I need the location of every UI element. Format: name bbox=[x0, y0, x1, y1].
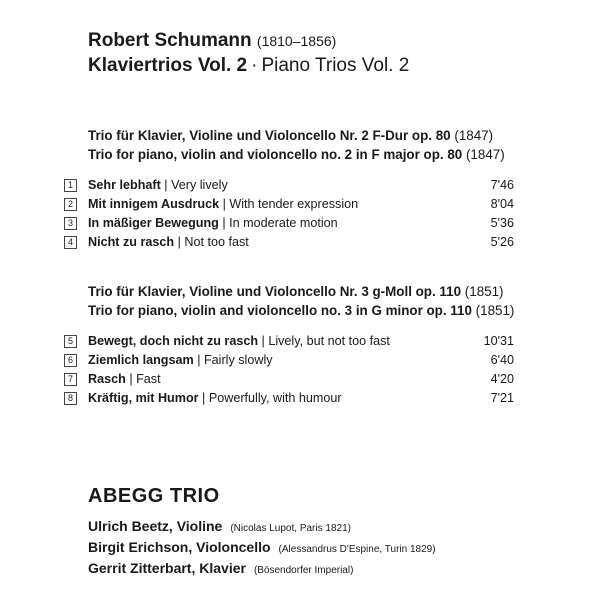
track-number: 4 bbox=[64, 236, 77, 249]
track-title-en: Powerfully, with humour bbox=[208, 391, 342, 405]
track-divider: | bbox=[202, 391, 206, 405]
work-heading-de: Trio für Klavier, Violine und Violoncello Nr. 3 g-Moll op. 110 (1851) bbox=[88, 284, 504, 299]
track-title-de: In mäßiger Bewegung bbox=[88, 216, 219, 230]
track-row bbox=[64, 351, 514, 369]
track-title-de: Sehr lebhaft bbox=[88, 178, 161, 192]
track-duration: 4'20 bbox=[490, 372, 514, 386]
track-row bbox=[64, 176, 514, 194]
composer-name: Robert Schumann bbox=[88, 30, 252, 51]
track-divider: | bbox=[197, 353, 201, 367]
track-title-en: Not too fast bbox=[184, 235, 249, 249]
track-number: 1 bbox=[64, 179, 77, 192]
musician-row bbox=[88, 516, 351, 539]
track-title-en: Fairly slowly bbox=[203, 353, 273, 367]
work-heading-en: Trio for piano, violin and violoncello no. 2 in F major op. 80 (1847) bbox=[88, 147, 505, 162]
musician-name: Ulrich Beetz, Violine bbox=[88, 518, 223, 534]
track-divider: | bbox=[164, 178, 168, 192]
track-divider: | bbox=[222, 216, 226, 230]
track-title-en: Very lively bbox=[171, 178, 228, 192]
track-number: 7 bbox=[64, 373, 77, 386]
work-year: (1851) bbox=[475, 303, 515, 318]
musician-instrument: (Alessandrus D'Espine, Turin 1829) bbox=[278, 544, 436, 555]
track-title-de: Nicht zu rasch bbox=[88, 235, 175, 249]
track-divider: | bbox=[222, 197, 226, 211]
track-title-de: Mit innigem Ausdruck bbox=[88, 197, 220, 211]
track-duration: 5'26 bbox=[490, 235, 514, 249]
track-duration: 7'46 bbox=[490, 178, 514, 192]
work-year: (1847) bbox=[454, 128, 494, 143]
track-title-de: Bewegt, doch nicht zu rasch bbox=[88, 334, 259, 348]
track-divider: | bbox=[129, 372, 133, 386]
track-duration: 6'40 bbox=[490, 353, 514, 367]
track-divider: | bbox=[261, 334, 265, 348]
track-title-de: Kräftig, mit Humor bbox=[88, 391, 199, 405]
track-row bbox=[64, 233, 514, 251]
track-title-en: With tender expression bbox=[229, 197, 359, 211]
track-title-en: Fast bbox=[136, 372, 161, 386]
musician-name: Birgit Erichson, Violoncello bbox=[88, 539, 271, 555]
track-duration: 7'21 bbox=[490, 391, 514, 405]
track-duration: 5'36 bbox=[490, 216, 514, 230]
work-year: (1847) bbox=[465, 147, 505, 162]
track-row bbox=[64, 195, 514, 213]
track-duration: 8'04 bbox=[490, 197, 514, 211]
musician-row bbox=[88, 558, 353, 581]
track-number: 5 bbox=[64, 335, 77, 348]
track-row bbox=[64, 332, 514, 350]
musician-name: Gerrit Zitterbart, Klavier bbox=[88, 560, 246, 576]
musician-instrument: (Nicolas Lupot, Paris 1821) bbox=[230, 523, 351, 534]
ensemble-name: ABEGG TRIO bbox=[88, 485, 220, 507]
track-title-en: In moderate motion bbox=[229, 216, 338, 230]
musician-row bbox=[88, 537, 436, 560]
track-title-en: Lively, but not too fast bbox=[268, 334, 390, 348]
track-duration: 10'31 bbox=[483, 334, 514, 348]
composer-line bbox=[88, 30, 336, 52]
track-number: 6 bbox=[64, 354, 77, 367]
track-number: 8 bbox=[64, 392, 77, 405]
track-row bbox=[64, 370, 514, 388]
track-title-de: Ziemlich langsam bbox=[88, 353, 194, 367]
title-separator: · bbox=[251, 55, 258, 76]
composer-dates: (1810–1856) bbox=[256, 33, 337, 49]
work-heading-de: Trio für Klavier, Violine und Violoncello Nr. 2 F-Dur op. 80 (1847) bbox=[88, 128, 494, 143]
track-title-de: Rasch bbox=[88, 372, 126, 386]
track-number: 2 bbox=[64, 198, 77, 211]
musician-instrument: (Bösendorfer Imperial) bbox=[253, 565, 354, 576]
track-row bbox=[64, 214, 514, 232]
track-number: 3 bbox=[64, 217, 77, 230]
track-row bbox=[64, 389, 514, 407]
work-heading-en: Trio for piano, violin and violoncello no. 3 in G minor op. 110 (1851) bbox=[88, 303, 515, 318]
album-title-de: Klaviertrios Vol. 2 bbox=[88, 55, 248, 76]
album-title-en: Piano Trios Vol. 2 bbox=[261, 55, 410, 76]
album-title bbox=[88, 55, 409, 77]
track-divider: | bbox=[177, 235, 181, 249]
work-year: (1851) bbox=[464, 284, 504, 299]
